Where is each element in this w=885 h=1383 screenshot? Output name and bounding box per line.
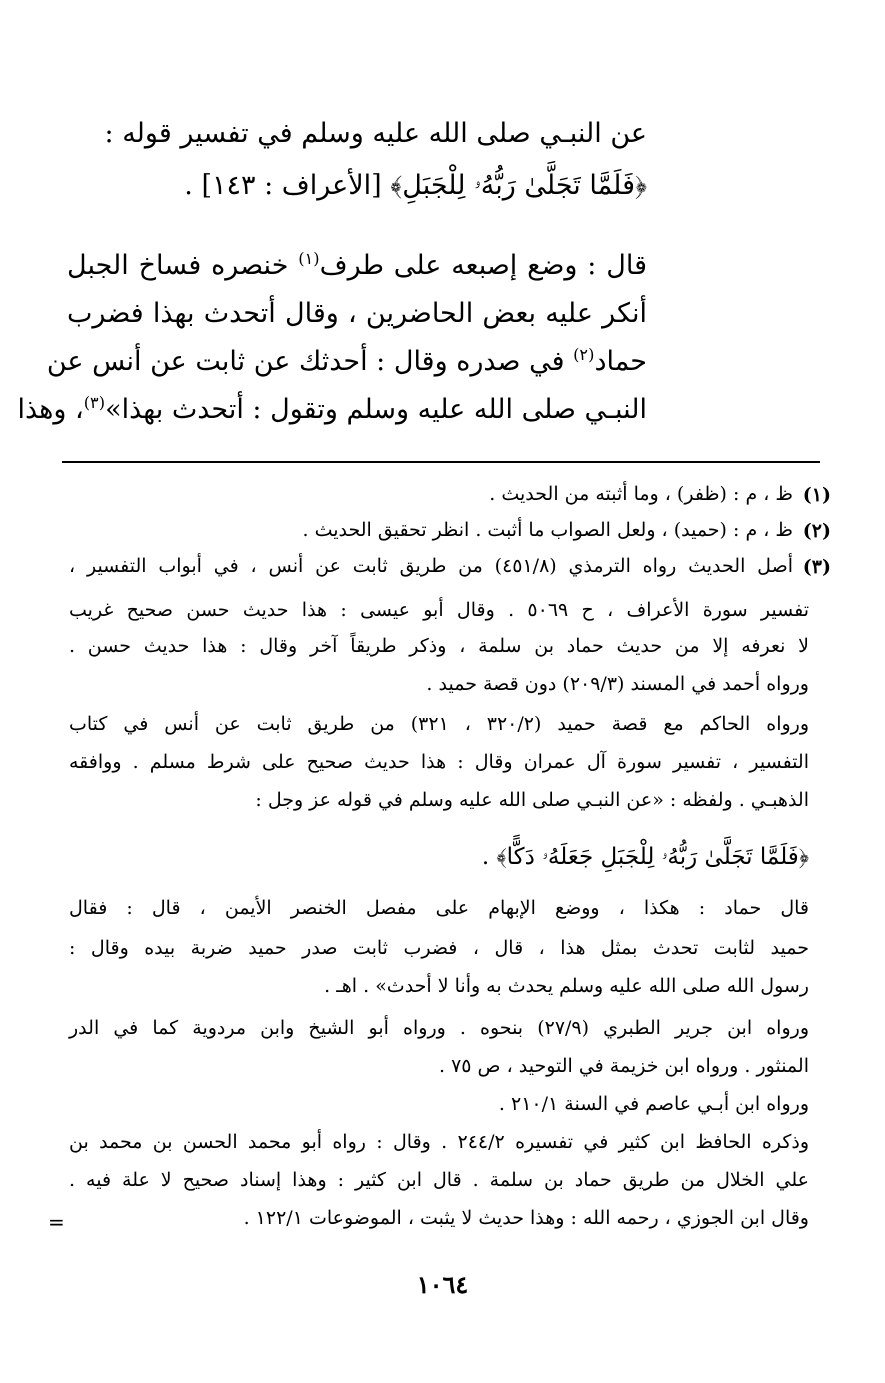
footnote-3-line: ورواه ابن أبـي عاصم في السنة ٢١٠/١ . [498, 1093, 809, 1115]
footnote-3-line: المنثور . ورواه ابن خزيمة في التوحيد ، ص ٧٥ . [439, 1055, 809, 1077]
footnote-3-line: التفسير ، تفسير سورة آل عمران وقال : هذا حديث صحيح على شرط مسلم . ووافقه [69, 751, 809, 773]
footnote-3-line: علي الخلال من طريق حماد بن سلمة . قال ابن كثير : وهذا إسناد صحيح لا علة فيه . [69, 1169, 809, 1191]
footnote-3-line: قال حماد : هكذا ، ووضع الإبهام على مفصل الخنصر الأيمن ، قال : فقال [69, 897, 809, 919]
footnote-3-line: تفسير سورة الأعراف ، ح ٥٠٦٩ . وقال أبو عيسى : هذا حديث حسن صحيح غريب [69, 599, 810, 621]
footnote-separator [62, 461, 820, 463]
footnote-3-line: رسول الله صلى الله عليه وسلم يحدث به وأنا لا أحدث» . اهـ . [324, 975, 809, 997]
footnote-3-line: وذكره الحافظ ابن كثير في تفسيره ٢٤٤/٢ . وقال : رواه أبو محمد الحسن بن محمد بن [69, 1131, 809, 1153]
footnote-number: (٣) [802, 556, 831, 578]
footnote-3-line: لا نعرفه إلا من حديث حماد بن سلمة ، وذكر طريقاً آخر وقال : هذا حديث حسن . [69, 635, 809, 657]
footnote-1: ظ ، م : (ظفر) ، وما أثبته من الحديث . [489, 483, 793, 505]
footnote-2: ظ ، م : (حميد) ، ولعل الصواب ما أثبت . انظر تحقيق الحديث . [302, 519, 793, 541]
quran-verse: ﴿فَلَمَّا تَجَلَّىٰ رَبُّهُۥ لِلْجَبَلِ﴾ [390, 170, 647, 201]
body-line: قال : وضع إصبعه على طرف$^{(١)}$ خنصره فساخ الجبل [67, 249, 647, 281]
footnote-3-line: حميد لثابت تحدث بمثل هذا ، قال ، فضرب ثابت صدر حميد ضربة بيده وقال : [69, 937, 809, 959]
page-number: ١٠٦٤ [416, 1270, 469, 1299]
footnote-3-line: ورواه ابن جرير الطبري (٢٧/٩) بنحوه . ورواه أبو الشيخ وابن مردوية كما في الدر [69, 1017, 809, 1039]
quran-verse-line [184, 170, 647, 201]
footnote-3-line: ورواه أحمد في المسند (٢٠٩/٣) دون قصة حميد . [426, 673, 809, 695]
body-line: عن النبـي صلى الله عليه وسلم في تفسير قوله : [104, 118, 647, 149]
footnote-3-line: ورواه الحاكم مع قصة حميد (٣٢٠/٢ ، ٣٢١) من طريق ثابت عن أنس في كتاب [69, 713, 810, 735]
footnote-3-line: وقال ابن الجوزي ، رحمه الله : وهذا حديث لا يثبت ، الموضوعات ١٢٢/١ . [243, 1207, 809, 1229]
verse-reference: [الأعراف : ١٤٣] . [184, 170, 391, 201]
footnote-ref: (٣) [83, 393, 106, 412]
continuation-mark: = [48, 1210, 65, 1234]
footnote-3-line: أصل الحديث رواه الترمذي (٤٥١/٨) من طريق ثابت عن أنس ، في أبواب التفسير ، [69, 555, 793, 577]
footnote-ref: (١) [298, 249, 320, 268]
body-line: أنكر عليه بعض الحاضرين ، وقال أتحدث بهذا فضرب [67, 298, 647, 329]
footnote-ref: (٢) [573, 345, 595, 364]
footnote-number: (١) [802, 484, 831, 506]
body-line: النبـي صلى الله عليه وسلم وتقول : أتحدث بهذا»$^{(٣)}$، وهذا [17, 393, 647, 425]
footnote-number: (٢) [802, 520, 831, 542]
body-line: حماد$^{(٢)}$ في صدره وقال : أحدثك عن ثابت عن أنس عن [46, 345, 647, 377]
footnote-3-line: الذهبـي . ولفظه : «عن النبـي صلى الله عليه وسلم في قوله عز وجل : [255, 789, 809, 811]
footnote-3-verse: ﴿فَلَمَّا تَجَلَّىٰ رَبُّهُۥ لِلْجَبَلِ جَعَلَهُۥ دَكًّا﴾ . [481, 844, 809, 870]
